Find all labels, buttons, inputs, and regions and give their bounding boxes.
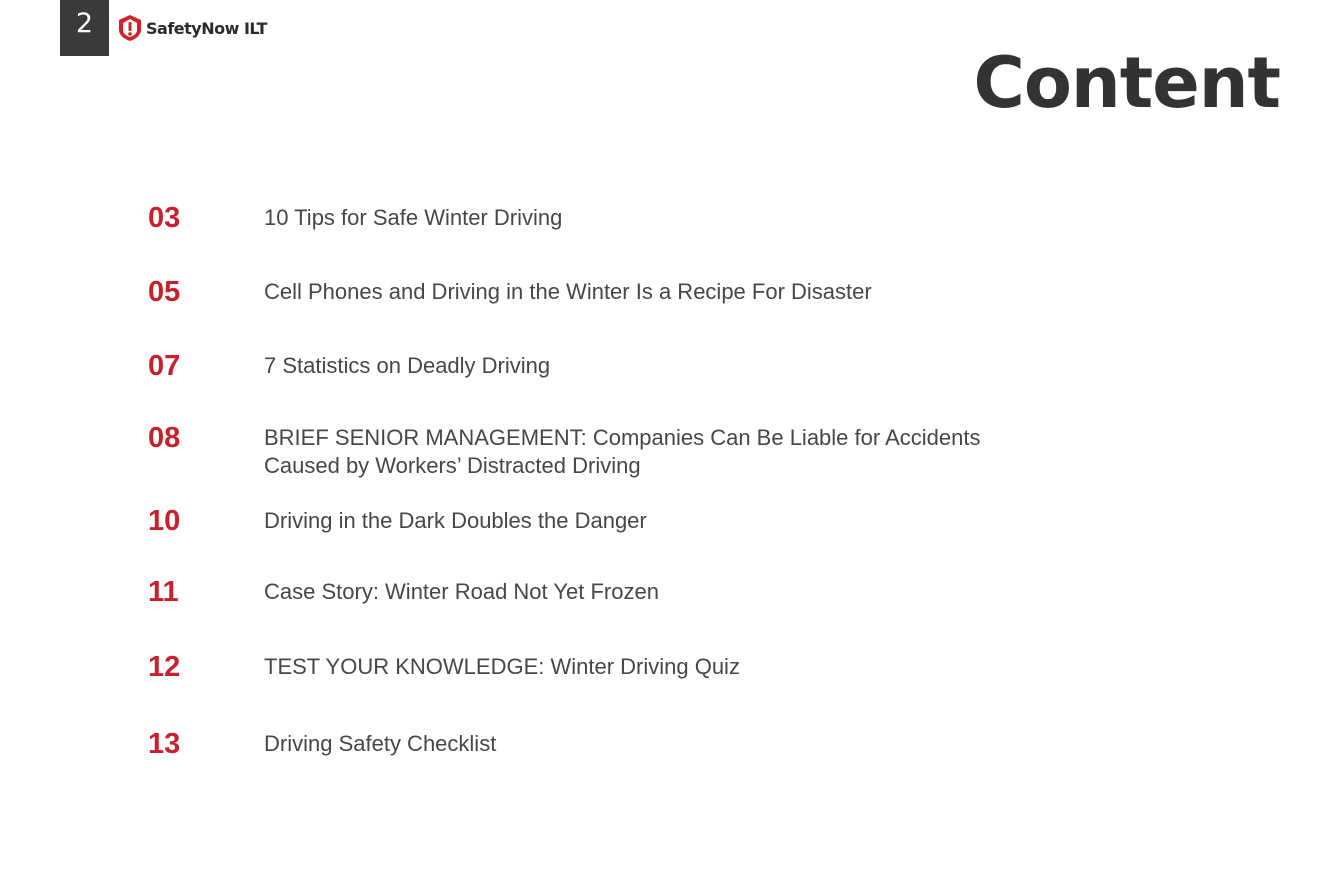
toc-entry-title: 7 Statistics on Deadly Driving (264, 353, 551, 378)
toc-page-number: 05 (148, 276, 181, 308)
toc-page-number: 08 (148, 422, 181, 454)
toc-page-number: 03 (148, 202, 181, 234)
toc-entry-title: Driving Safety Checklist (264, 731, 497, 756)
toc-page-number: 13 (148, 728, 181, 760)
toc-entry-title: BRIEF SENIOR MANAGEMENT: Companies Can Be Liable for Accidents Caused by Workers’ Distracted Driving (264, 425, 981, 478)
toc-entry-title: Driving in the Dark Doubles the Danger (264, 508, 647, 533)
brand-name: SafetyNow ILT (146, 18, 267, 38)
page-title: Content (973, 42, 1280, 124)
toc-entry-title: 10 Tips for Safe Winter Driving (264, 205, 563, 230)
toc-entry-title: TEST YOUR KNOWLEDGE: Winter Driving Quiz (264, 654, 740, 679)
toc-entry-title: Cell Phones and Driving in the Winter Is a Recipe For Disaster (264, 279, 872, 304)
toc-page-number: 12 (148, 651, 181, 683)
toc-page-number: 07 (148, 350, 181, 382)
toc-page-number: 10 (148, 505, 181, 537)
toc-page-number: 11 (148, 576, 179, 608)
toc-entry-title: Case Story: Winter Road Not Yet Frozen (264, 579, 659, 604)
page-number: 2 (75, 8, 94, 39)
